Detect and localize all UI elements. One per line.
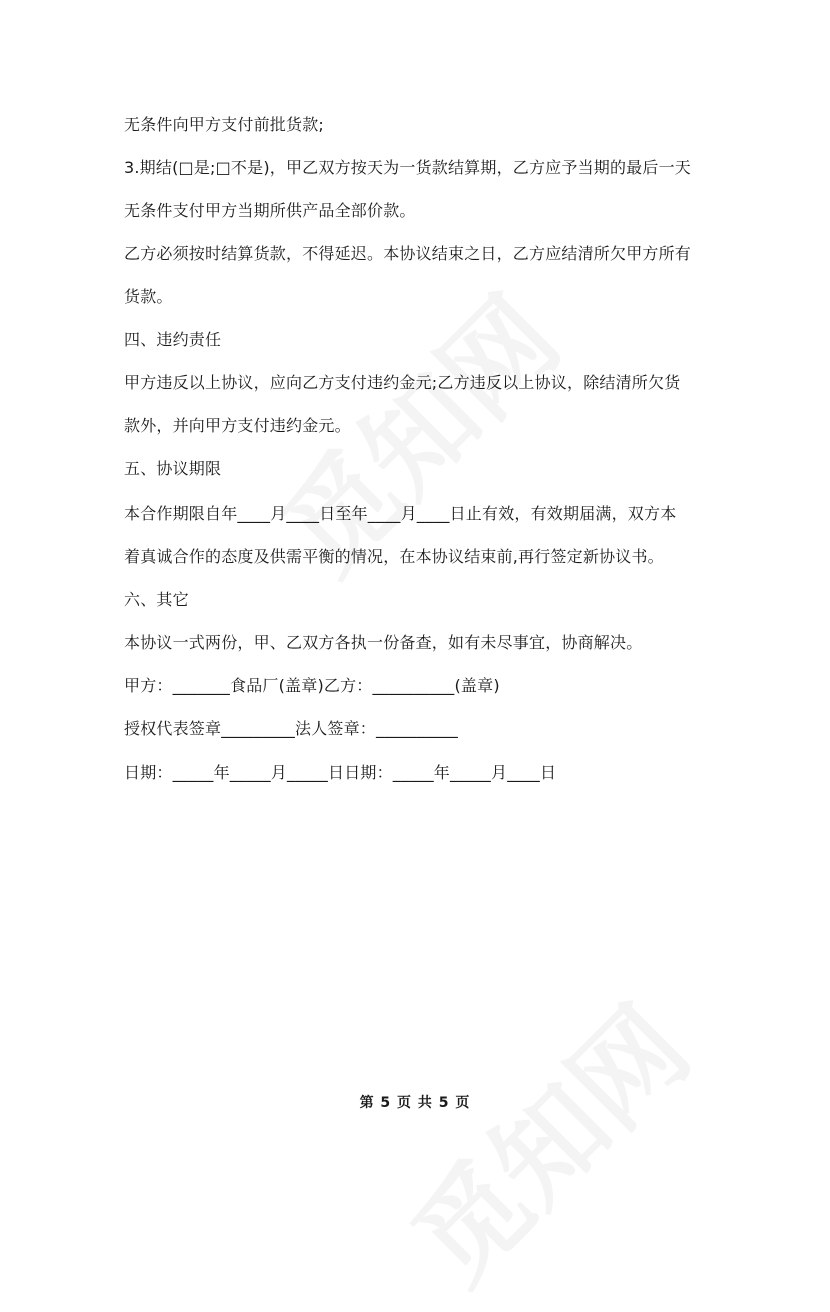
watermark <box>372 966 717 1311</box>
signature-line-representatives: 授权代表签章_________法人签章：__________ <box>124 719 459 738</box>
signature-line-dates: 日期：_____年_____月_____日日期：_____年_____月____日 <box>124 763 557 782</box>
signature-line-parties: 甲方：_______食品厂(盖章)乙方：__________(盖章) <box>124 676 500 695</box>
paragraph-line: 无条件向甲方支付前批货款; <box>124 115 324 134</box>
paragraph-line: 本协议一式两份，甲、乙双方各执一份备查，如有未尽事宜，协商解决。 <box>124 633 643 652</box>
section-heading: 六、其它 <box>124 590 189 609</box>
paragraph-line: 本合作期限自年____月____日至年____月____日止有效，有效期届满，双方本 <box>124 504 677 523</box>
paragraph-line: 着真诚合作的态度及供需平衡的情况，在本协议结束前,再行签定新协议书。 <box>124 547 664 566</box>
page-number-footer: 第 5 页 共 5 页 <box>359 1095 471 1111</box>
paragraph-line: 无条件支付甲方当期所供产品全部价款。 <box>124 201 416 220</box>
paragraph-line: 款外，并向甲方支付违约金元。 <box>124 416 351 435</box>
paragraph-line: 乙方必须按时结算货款，不得延迟。本协议结束之日，乙方应结清所欠甲方所有 <box>124 244 692 263</box>
paragraph-line: 3.期结(□是;□不是)，甲乙双方按天为一货款结算期，乙方应予当期的最后一天 <box>124 158 691 177</box>
section-heading: 五、协议期限 <box>124 459 222 478</box>
paragraph-line: 甲方违反以上协议，应向乙方支付违约金元;乙方违反以上协议，除结清所欠货 <box>124 373 681 392</box>
paragraph-line: 货款。 <box>124 287 173 306</box>
section-heading: 四、违约责任 <box>124 330 222 349</box>
